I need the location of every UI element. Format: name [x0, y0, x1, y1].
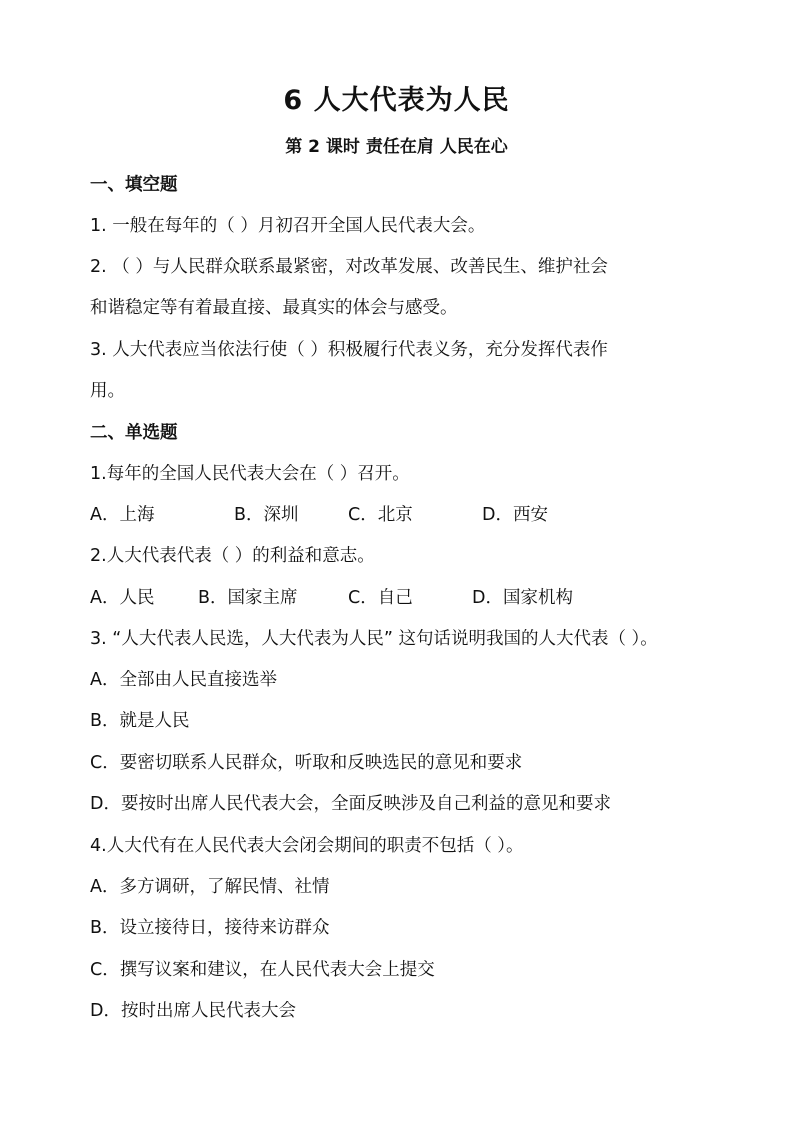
choice-question-4: 4.人大代有在人民代表大会闭会期间的职责不包括（ ）。: [90, 836, 524, 856]
choice-question-4-option-a: A．多方调研，了解民情、社情: [90, 877, 330, 897]
choice-question-3-option-a: A．全部由人民直接选举: [90, 670, 277, 690]
option-b: B．深圳: [234, 505, 299, 525]
choice-question-2-options: [90, 586, 710, 610]
choice-question-4-option-b: B．设立接待日，接待来访群众: [90, 918, 330, 938]
fill-question-1: 1. 一般在每年的（ ）月初召开全国人民代表大会。: [90, 216, 486, 236]
option-b: B．国家主席: [198, 588, 298, 608]
page-subtitle: 第 2 课时 责任在肩 人民在心: [285, 137, 508, 157]
choice-question-4-option-d: D．按时出席人民代表大会: [90, 1001, 296, 1021]
section-heading-fill-in: 一、填空题: [90, 175, 178, 195]
page-title: 6 人大代表为人民: [283, 85, 510, 116]
choice-question-1-options: [90, 503, 710, 527]
option-d: D．国家机构: [472, 588, 573, 608]
choice-question-4-option-c: C．撰写议案和建议，在人民代表大会上提交: [90, 960, 435, 980]
fill-question-2-line-2: 和谐稳定等有着最直接、最真实的体会与感受。: [90, 298, 458, 318]
choice-question-3-option-c: C．要密切联系人民群众，听取和反映选民的意见和要求: [90, 753, 523, 773]
option-a: A．人民: [90, 588, 155, 608]
choice-question-1: 1.每年的全国人民代表大会在（ ）召开。: [90, 464, 410, 484]
choice-question-2: 2.人大代表代表（ ）的利益和意志。: [90, 546, 375, 566]
choice-question-3-option-b: B．就是人民: [90, 711, 190, 731]
option-a: A．上海: [90, 505, 155, 525]
fill-question-3-line-2: 用。: [90, 381, 125, 401]
section-heading-single-choice: 二、单选题: [90, 423, 178, 443]
choice-question-3-option-d: D．要按时出席人民代表大会，全面反映涉及自己利益的意见和要求: [90, 794, 611, 814]
fill-question-2-line-1: 2. （ ）与人民群众联系最紧密，对改革发展、改善民生、维护社会: [90, 257, 608, 277]
option-d: D．西安: [482, 505, 548, 525]
fill-question-3-line-1: 3. 人大代表应当依法行使（ ）积极履行代表义务，充分发挥代表作: [90, 340, 608, 360]
option-c: C．自己: [348, 588, 413, 608]
choice-question-3: 3. “人大代表人民选，人大代表为人民” 这句话说明我国的人大代表（ ）。: [90, 629, 658, 649]
option-c: C．北京: [348, 505, 413, 525]
